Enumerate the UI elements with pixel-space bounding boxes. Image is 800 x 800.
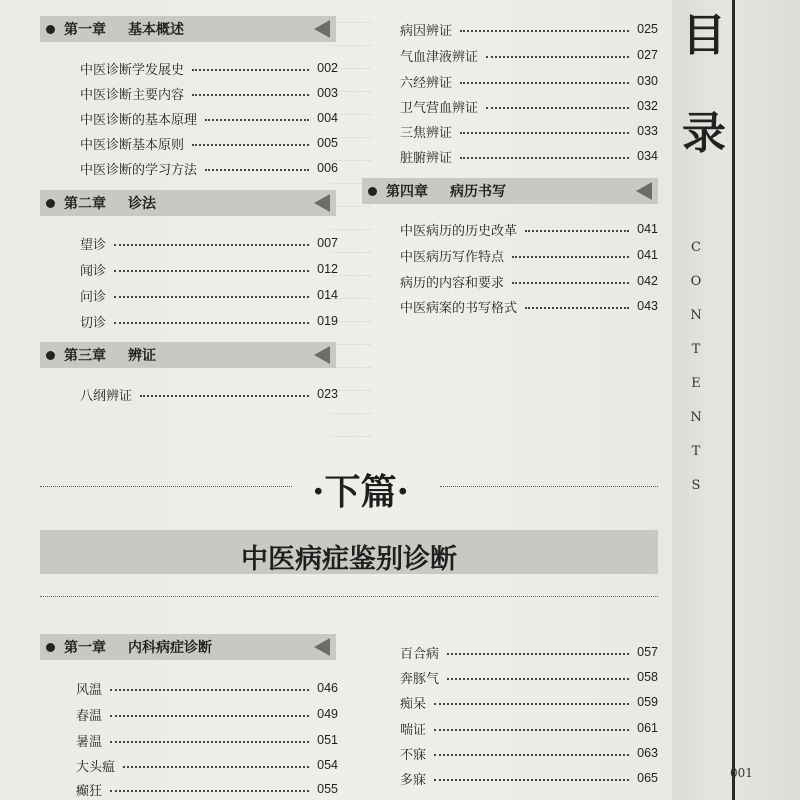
contents-letter: E	[691, 376, 701, 391]
entry-page: 019	[317, 314, 338, 328]
chapter-number: 第四章	[386, 184, 428, 200]
toc-entry[interactable]	[76, 678, 338, 698]
entry-page: 058	[637, 670, 658, 684]
entry-title: 问诊	[80, 289, 107, 305]
section-banner	[40, 530, 658, 574]
entry-title: 中医诊断基本原则	[80, 137, 185, 153]
leader-dots	[110, 689, 309, 691]
entry-page: 054	[317, 758, 338, 772]
toc-entry[interactable]	[400, 219, 658, 239]
entry-page: 043	[637, 299, 658, 313]
leader-dots	[110, 741, 309, 743]
entry-page: 032	[637, 99, 658, 113]
toc-entry[interactable]	[80, 384, 338, 404]
contents-letter: C	[691, 240, 701, 255]
entry-page: 065	[637, 771, 658, 785]
toc-entry[interactable]	[400, 96, 658, 116]
entry-title: 六经辨证	[400, 75, 453, 91]
entry-page: 002	[317, 61, 338, 75]
entry-title: 脏腑辨证	[400, 150, 453, 166]
leader-dots	[114, 296, 309, 298]
entry-page: 023	[317, 387, 338, 401]
contents-letter: S	[691, 478, 701, 493]
leader-dots	[434, 729, 629, 731]
toc-entry[interactable]	[80, 58, 338, 78]
entry-title: 癫狂	[76, 783, 103, 799]
entry-title: 病历的内容和要求	[400, 275, 505, 291]
toc-entry[interactable]	[400, 245, 658, 265]
toc-entry[interactable]	[80, 133, 338, 153]
entry-page: 006	[317, 161, 338, 175]
entry-title: 切诊	[80, 315, 107, 331]
entry-page: 057	[637, 645, 658, 659]
entry-title: 中医病历写作特点	[400, 249, 505, 265]
chapter-number: 第一章	[64, 22, 106, 38]
entry-page: 063	[637, 746, 658, 760]
entry-page: 025	[637, 22, 658, 36]
leader-dots	[447, 678, 629, 680]
leader-dots	[525, 307, 629, 309]
entry-page: 027	[637, 48, 658, 62]
contents-vertical	[686, 240, 706, 512]
divider	[440, 486, 658, 487]
entry-page: 003	[317, 86, 338, 100]
chapter-header	[40, 16, 336, 42]
divider	[40, 596, 658, 597]
entry-title: 痴呆	[400, 696, 427, 712]
entry-page: 004	[317, 111, 338, 125]
entry-page: 061	[637, 721, 658, 735]
entry-title: 闻诊	[80, 263, 107, 279]
toc-entry[interactable]	[76, 779, 338, 799]
entry-title: 中医诊断的学习方法	[80, 162, 198, 178]
entry-title: 八纲辨证	[80, 388, 133, 404]
chapter-title: 病历书写	[450, 184, 506, 200]
entry-title: 大头瘟	[76, 759, 116, 775]
side-title-mu: 目	[682, 10, 726, 61]
part-title: ·下篇·	[312, 471, 410, 513]
leader-dots	[460, 157, 629, 159]
entry-page: 042	[637, 274, 658, 288]
entry-title: 暑温	[76, 734, 103, 750]
entry-page: 033	[637, 124, 658, 138]
leader-dots	[205, 119, 309, 121]
entry-page: 030	[637, 74, 658, 88]
leader-dots	[192, 144, 309, 146]
bullet-icon	[368, 187, 377, 196]
entry-title: 中医病历的历史改革	[400, 223, 518, 239]
leader-dots	[114, 322, 309, 324]
entry-title: 中医病案的书写格式	[400, 300, 518, 316]
leader-dots	[110, 715, 309, 717]
entry-page: 041	[637, 248, 658, 262]
toc-entry[interactable]	[400, 121, 658, 141]
entry-title: 喘证	[400, 722, 427, 738]
toc-entry[interactable]	[76, 704, 338, 724]
toc-entry[interactable]	[80, 158, 338, 178]
leader-dots	[512, 256, 629, 258]
triangle-icon	[314, 346, 330, 364]
chapter-header	[362, 178, 658, 204]
toc-entry[interactable]	[80, 259, 338, 279]
toc-entry[interactable]	[80, 285, 338, 305]
toc-entry[interactable]	[80, 311, 338, 331]
leader-dots	[460, 30, 629, 32]
toc-entry[interactable]	[400, 692, 658, 712]
entry-page: 007	[317, 236, 338, 250]
triangle-icon	[636, 182, 652, 200]
entry-page: 041	[637, 222, 658, 236]
leader-dots	[205, 169, 309, 171]
leader-dots	[434, 754, 629, 756]
contents-letter: O	[690, 274, 702, 289]
entry-title: 中医诊断的基本原理	[80, 112, 198, 128]
entry-title: 三焦辨证	[400, 125, 453, 141]
bullet-icon	[46, 643, 55, 652]
entry-title: 不寐	[400, 747, 427, 763]
entry-page: 051	[317, 733, 338, 747]
leader-dots	[447, 653, 629, 655]
side-rule	[732, 0, 735, 800]
entry-title: 多寐	[400, 772, 427, 788]
entry-page: 012	[317, 262, 338, 276]
triangle-icon	[314, 194, 330, 212]
chapter-title: 辨证	[128, 348, 156, 364]
entry-page: 059	[637, 695, 658, 709]
entry-page: 014	[317, 288, 338, 302]
leader-dots	[460, 132, 629, 134]
leader-dots	[434, 703, 629, 705]
entry-title: 奔豚气	[400, 671, 440, 687]
toc-entry[interactable]	[400, 146, 658, 166]
chapter-title: 诊法	[128, 196, 156, 212]
triangle-icon	[314, 638, 330, 656]
entry-page: 005	[317, 136, 338, 150]
page-number: 001	[730, 766, 753, 780]
toc-entry[interactable]	[400, 768, 658, 788]
toc-entry[interactable]	[400, 718, 658, 738]
entry-page: 055	[317, 782, 338, 796]
bullet-icon	[46, 199, 55, 208]
chapter-number: 第二章	[64, 196, 106, 212]
leader-dots	[486, 56, 629, 58]
toc-entry[interactable]	[76, 730, 338, 750]
contents-letter: T	[691, 342, 701, 357]
entry-title: 卫气营血辨证	[400, 100, 479, 116]
entry-title: 气血津液辨证	[400, 49, 479, 65]
bullet-icon	[46, 25, 55, 34]
leader-dots	[123, 766, 309, 768]
leader-dots	[512, 282, 629, 284]
side-title-lu: 录	[682, 108, 726, 159]
contents-letter: N	[690, 410, 702, 425]
leader-dots	[460, 82, 629, 84]
toc-entry[interactable]	[400, 743, 658, 763]
part-heading	[40, 464, 658, 513]
chapter-number: 第三章	[64, 348, 106, 364]
leader-dots	[110, 790, 309, 792]
entry-page: 034	[637, 149, 658, 163]
entry-title: 望诊	[80, 237, 107, 253]
divider	[40, 486, 292, 487]
triangle-icon	[314, 20, 330, 38]
entry-title: 风温	[76, 682, 103, 698]
leader-dots	[192, 94, 309, 96]
toc-entry[interactable]	[80, 108, 338, 128]
banner-title: 中医病症鉴别诊断	[241, 544, 457, 575]
toc-entry[interactable]	[76, 755, 338, 775]
contents-letter: T	[691, 444, 701, 459]
toc-entry[interactable]	[400, 71, 658, 91]
entry-page: 049	[317, 707, 338, 721]
contents-letter: N	[690, 308, 702, 323]
entry-title: 中医诊断学发展史	[80, 62, 185, 78]
chapter-title: 基本概述	[128, 22, 184, 38]
entry-title: 春温	[76, 708, 103, 724]
chapter-number: 第一章	[64, 640, 106, 656]
leader-dots	[140, 395, 309, 397]
toc-entry[interactable]	[80, 83, 338, 103]
leader-dots	[434, 779, 629, 781]
toc-entry[interactable]	[400, 667, 658, 687]
toc-entry[interactable]	[80, 233, 338, 253]
leader-dots	[114, 270, 309, 272]
leader-dots	[114, 244, 309, 246]
toc-entry[interactable]	[400, 19, 658, 39]
toc-entry[interactable]	[400, 642, 658, 662]
toc-entry[interactable]	[400, 296, 658, 316]
entry-page: 046	[317, 681, 338, 695]
leader-dots	[192, 69, 309, 71]
chapter-title: 内科病症诊断	[128, 640, 212, 656]
chapter-header	[40, 634, 336, 660]
entry-title: 中医诊断主要内容	[80, 87, 185, 103]
leader-dots	[486, 107, 629, 109]
chapter-header	[40, 342, 336, 368]
bullet-icon	[46, 351, 55, 360]
chapter-header	[40, 190, 336, 216]
leader-dots	[525, 230, 629, 232]
entry-title: 病因辨证	[400, 23, 453, 39]
toc-entry[interactable]	[400, 45, 658, 65]
entry-title: 百合病	[400, 646, 440, 662]
toc-entry[interactable]	[400, 271, 658, 291]
